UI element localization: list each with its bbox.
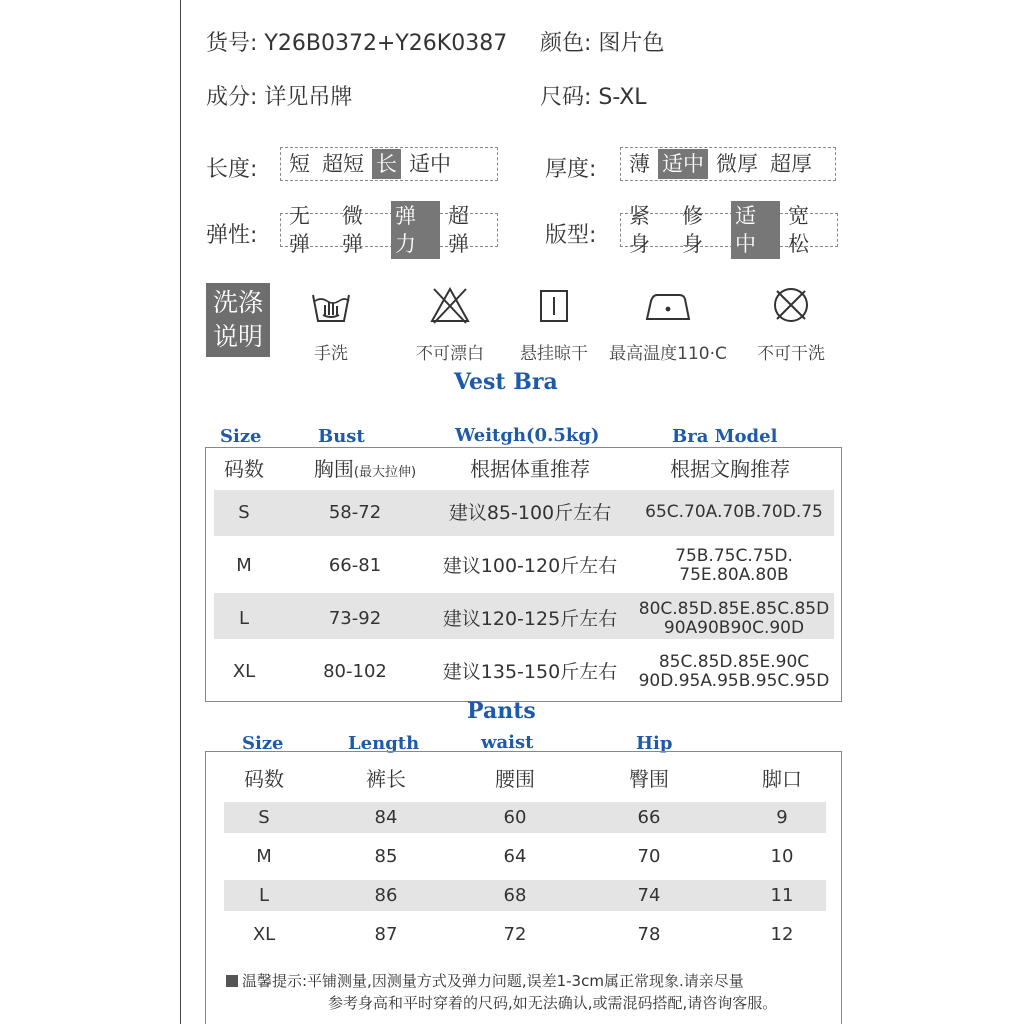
elasticity-option: 无弹	[289, 204, 310, 256]
thickness-option: 适中	[658, 149, 708, 179]
sku-row	[206, 26, 507, 57]
pants-cell-waist: 68	[503, 885, 527, 906]
thickness-options	[620, 147, 836, 181]
vest-col-cn-weight: 根据体重推荐	[470, 457, 590, 481]
color-label: 颜色:	[540, 31, 592, 56]
sku-label: 货号:	[206, 31, 258, 56]
pants-title: Pants	[467, 698, 536, 724]
care-label-hand-wash: 手洗	[314, 344, 348, 364]
fit-option: 宽松	[788, 204, 809, 256]
size-range-label: 尺码:	[540, 85, 592, 110]
material-row	[206, 80, 352, 111]
elasticity-option: 弹力	[391, 201, 440, 259]
vest-cell-bra-model-line1: 65C.70A.70B.70D.75	[645, 502, 823, 522]
vest-cell-weight: 建议100-120斤左右	[442, 555, 618, 577]
size-range-value: S-XL	[598, 85, 647, 110]
material-label: 成分:	[206, 85, 258, 110]
elasticity-label: 弹性:	[206, 223, 258, 248]
pants-cell-length: 84	[374, 807, 398, 828]
vest-cell-bra-model-line1: 75B.75C.75D.	[675, 546, 793, 566]
fit-options	[620, 204, 838, 256]
pants-col-en-length: Length	[348, 733, 420, 754]
pants-cell-length: 86	[374, 885, 398, 906]
left-divider-line	[180, 0, 181, 1024]
care-label-no-bleach: 不可漂白	[416, 344, 484, 364]
vest-cell-bra-model-line2: 90D.95A.95B.95C.95D	[638, 671, 830, 691]
elasticity-option: 超弹	[448, 204, 469, 256]
vest-cell-weight: 建议120-125斤左右	[442, 608, 618, 630]
elasticity-option: 微弹	[342, 204, 363, 256]
size-note-line1-text: 温馨提示:平铺测量,因测量方式及弹力问题,误差1-3cm属正常现象.请亲尽量	[242, 972, 744, 990]
thickness-option: 薄	[629, 152, 650, 176]
no-bleach-icon	[428, 285, 472, 325]
vest-col-cn-bust	[290, 458, 440, 484]
pants-cell-waist: 64	[503, 846, 527, 867]
care-item-hand-wash	[266, 285, 396, 364]
vest-cell-bra-model-line1: 85C.85D.85E.90C	[658, 652, 810, 672]
size-note-line2: 参考身高和平时穿着的尺码,如无法确认,或需混码搭配,请咨询客服。	[328, 994, 778, 1012]
vest-cell-bust: 80-102	[323, 661, 387, 682]
length-option: 适中	[409, 152, 451, 176]
thickness-option: 超厚	[770, 152, 812, 176]
care-title-line2: 说明	[212, 322, 263, 351]
hang-dry-icon	[534, 285, 574, 325]
pants-col-cn-size: 码数	[244, 767, 284, 791]
size-note	[226, 970, 777, 1014]
thickness-label: 厚度:	[545, 157, 597, 182]
pants-cell-hem: 9	[776, 807, 788, 828]
length-label: 长度:	[206, 157, 258, 182]
size-note-line1	[226, 970, 777, 992]
hand-wash-icon	[307, 285, 355, 325]
pants-cell-waist: 72	[503, 924, 527, 945]
vest-cell-bra-model	[634, 547, 834, 585]
vest-cell-size: L	[238, 608, 250, 629]
vest-cell-bust: 73-92	[328, 608, 382, 629]
vest-cell-bra-model-line2: 75E.80A.80B	[679, 565, 789, 585]
fit-option: 紧身	[629, 204, 650, 256]
care-item-no-dry-clean	[726, 285, 856, 364]
vest-col-cn-size: 码数	[224, 457, 264, 481]
care-label-no-dry-clean: 不可干洗	[757, 344, 825, 364]
vest-cell-bra-model	[634, 653, 834, 691]
length-options	[280, 147, 498, 181]
vest-cell-bra-model-line2: 90A90B90C.90D	[663, 618, 805, 638]
vest-cell-weight: 建议85-100斤左右	[448, 502, 612, 524]
care-title	[206, 283, 270, 357]
pants-cell-size: M	[256, 846, 272, 867]
pants-cell-hem: 10	[770, 846, 794, 867]
vest-cell-bra-model	[634, 503, 834, 522]
vest-bra-title: Vest Bra	[454, 369, 558, 395]
pants-col-en-size: Size	[242, 733, 284, 754]
pants-cell-hem: 12	[770, 924, 794, 945]
pants-col-cn-hem: 脚口	[762, 767, 802, 791]
pants-cell-size: XL	[252, 924, 276, 945]
vest-cell-bust: 58-72	[328, 502, 382, 523]
care-label-hang-dry: 悬挂晾干	[520, 344, 588, 364]
vest-col-cn-bra-model: 根据文胸推荐	[670, 457, 790, 481]
pants-cell-size: S	[258, 807, 270, 828]
pants-cell-hem: 11	[770, 885, 794, 906]
length-option: 短	[289, 152, 310, 176]
pants-col-cn-waist: 腰围	[495, 767, 535, 791]
iron-icon	[643, 285, 693, 325]
material-value: 详见吊牌	[264, 85, 353, 110]
fit-option: 适中	[731, 201, 780, 259]
care-item-hang-dry	[489, 285, 619, 364]
vest-cell-weight: 建议135-150斤左右	[442, 661, 618, 683]
fit-option: 修身	[682, 204, 703, 256]
fit-label: 版型:	[545, 223, 597, 248]
thickness-option: 微厚	[716, 152, 758, 176]
vest-cell-size: S	[238, 502, 250, 523]
note-bullet-icon	[226, 975, 238, 987]
pants-cell-hip: 74	[637, 885, 661, 906]
vest-cell-size: XL	[232, 661, 256, 682]
vest-col-cn-bust-main: 胸围	[313, 457, 354, 481]
pants-cell-hip: 78	[637, 924, 661, 945]
care-title-line1: 洗涤	[212, 288, 263, 317]
vest-cell-bra-model	[634, 600, 834, 638]
elasticity-options	[280, 204, 498, 256]
pants-cell-length: 87	[374, 924, 398, 945]
pants-cell-hip: 70	[637, 846, 661, 867]
length-option: 长	[372, 149, 401, 179]
vest-col-en-size: Size	[220, 426, 262, 447]
vest-col-cn-bust-note: (最大拉伸)	[353, 465, 417, 480]
sku-value: Y26B0372+Y26K0387	[264, 31, 508, 56]
vest-col-en-bust: Bust	[318, 426, 365, 447]
care-item-iron	[603, 285, 733, 364]
pants-cell-hip: 66	[637, 807, 661, 828]
pants-cell-size: L	[258, 885, 270, 906]
pants-col-cn-length: 裤长	[366, 767, 406, 791]
pants-col-en-waist: waist	[481, 732, 534, 753]
pants-col-cn-hip: 臀围	[629, 767, 669, 791]
vest-col-en-bra-model: Bra Model	[672, 426, 778, 447]
color-row	[540, 26, 664, 57]
pants-col-en-hip: Hip	[636, 733, 673, 754]
vest-cell-bust: 66-81	[328, 555, 382, 576]
color-value: 图片色	[598, 31, 665, 56]
length-option: 超短	[322, 152, 364, 176]
vest-cell-bra-model-line1: 80C.85D.85E.85C.85D	[638, 599, 830, 619]
pants-cell-waist: 60	[503, 807, 527, 828]
no-dry-clean-icon	[769, 285, 813, 325]
vest-cell-size: M	[236, 555, 252, 576]
size-range-row	[540, 80, 647, 111]
care-label-iron: 最高温度110·C	[609, 344, 727, 364]
vest-col-en-weight: Weitgh(0.5kg)	[455, 425, 600, 446]
pants-cell-length: 85	[374, 846, 398, 867]
